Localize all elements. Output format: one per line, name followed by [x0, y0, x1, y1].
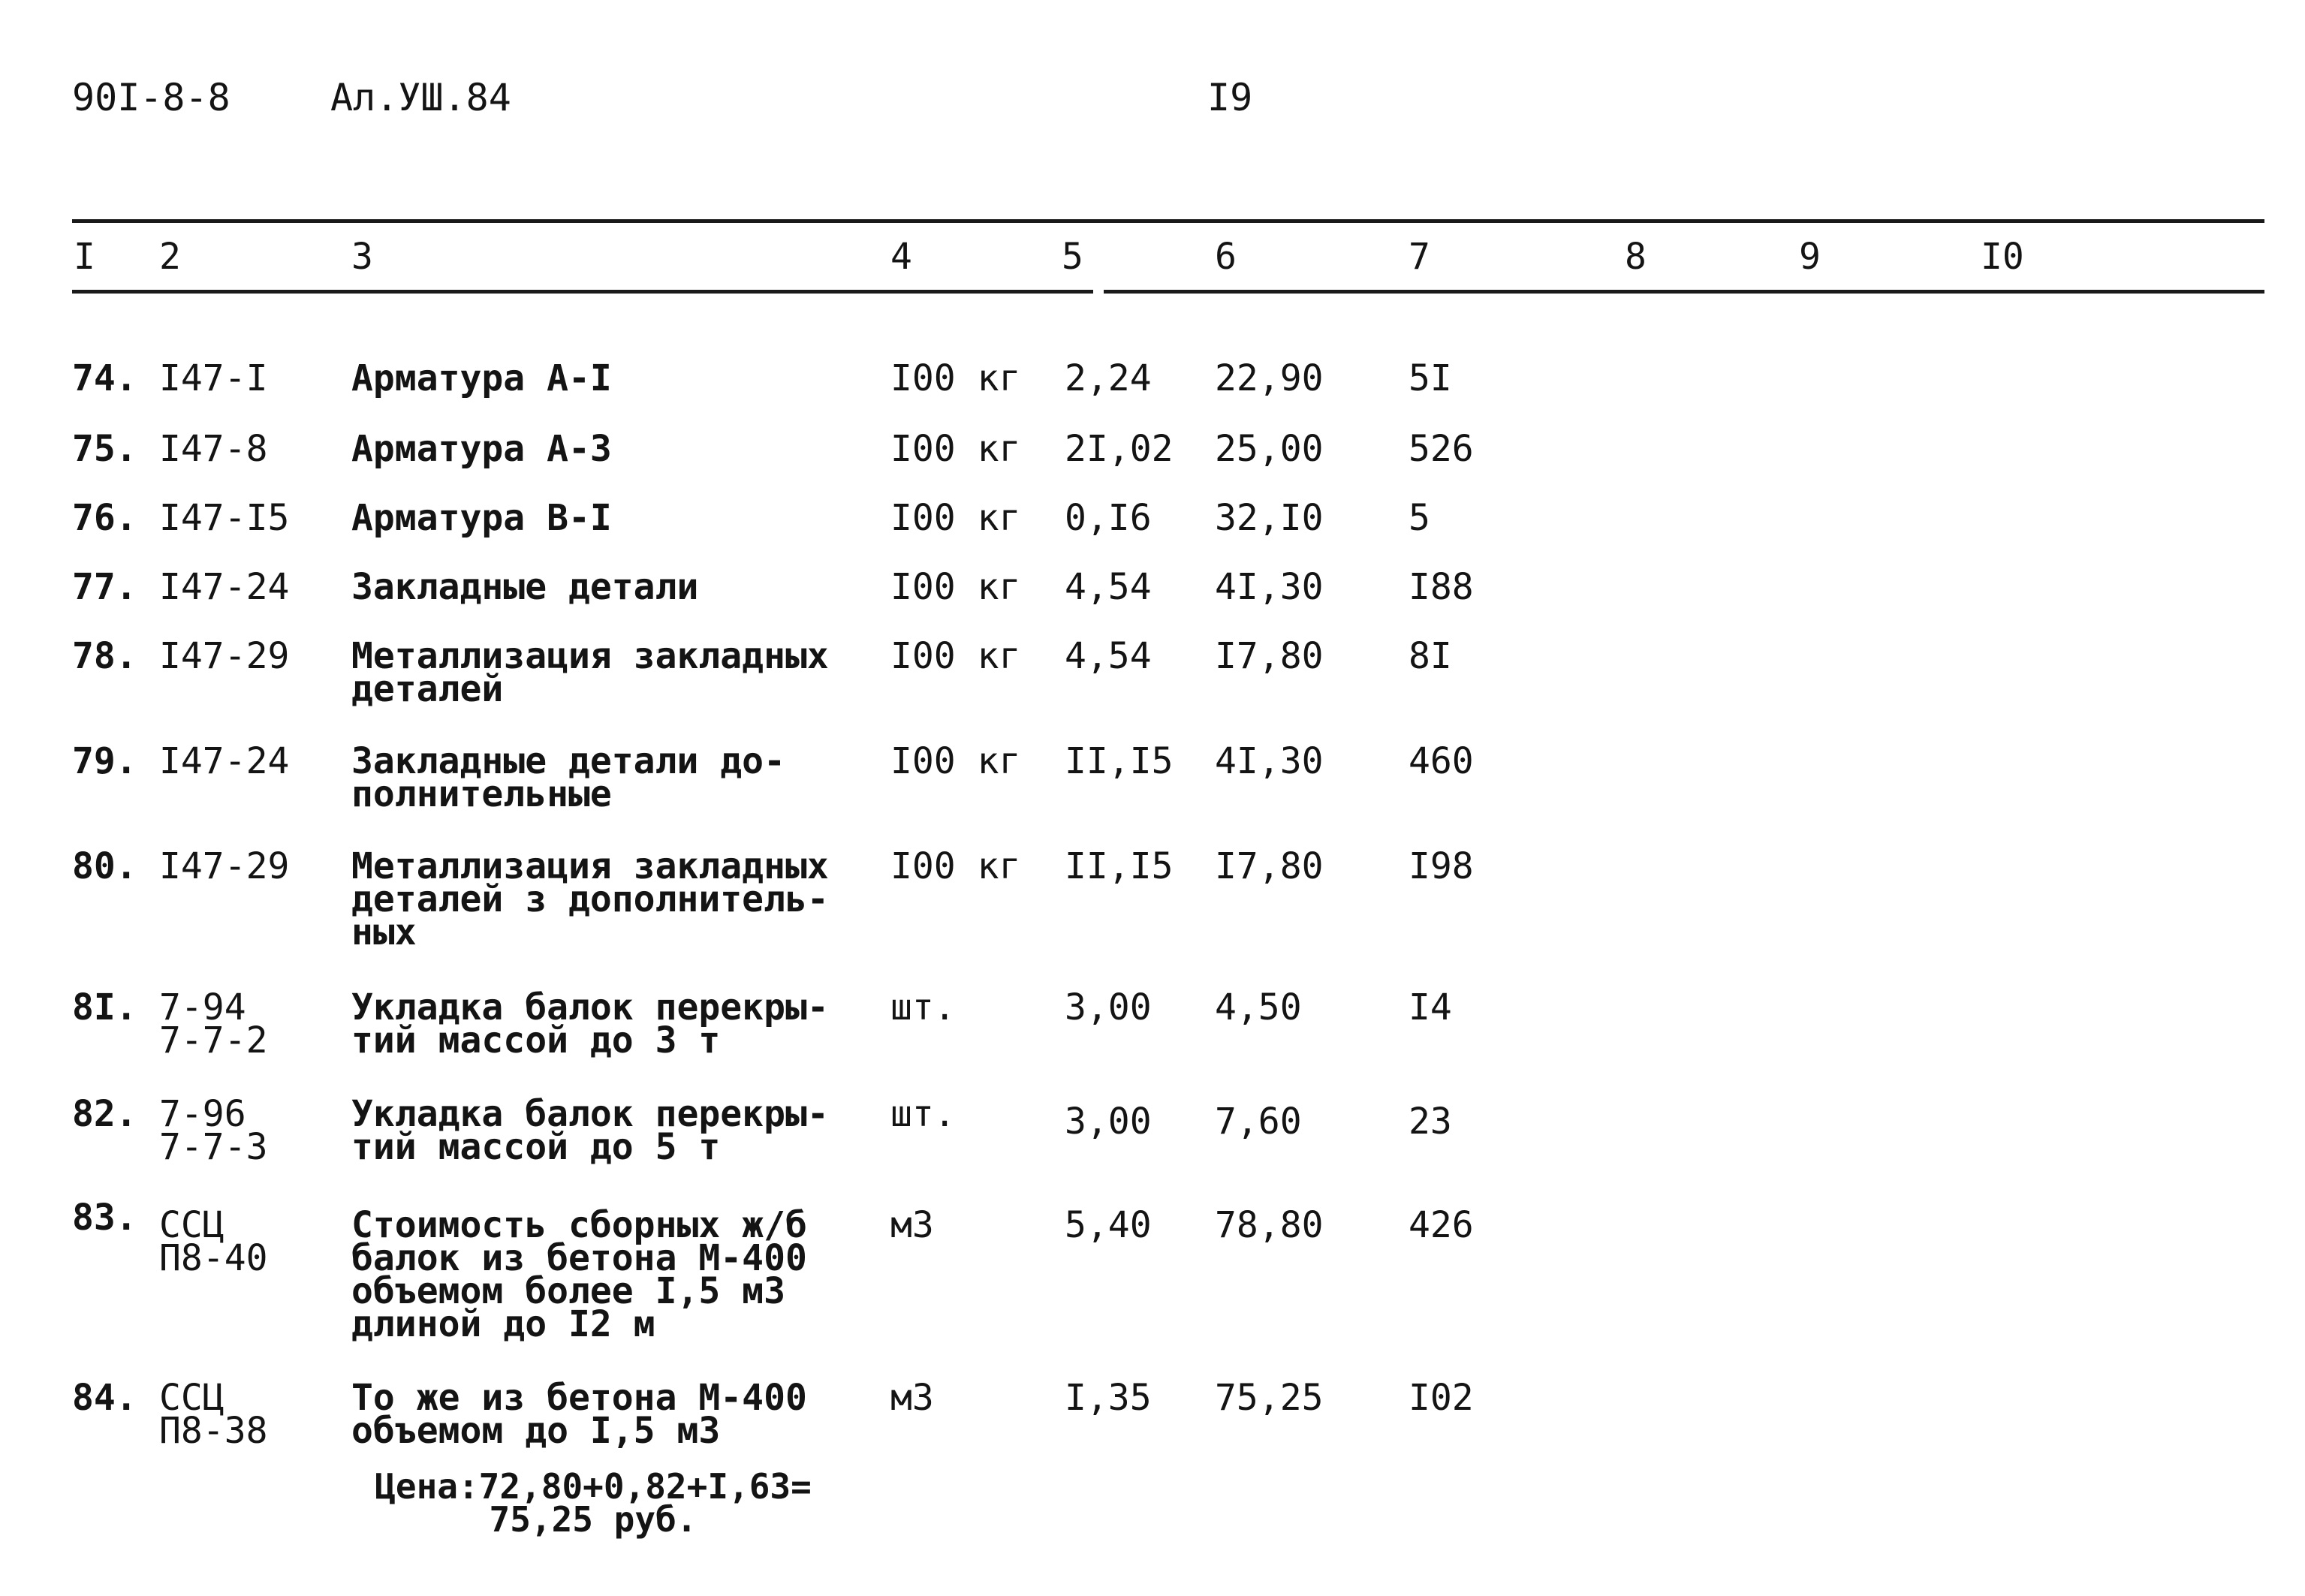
total-cost: 5	[1409, 497, 1430, 539]
unit-of-measure: I00 кг	[890, 428, 1021, 470]
rate-code: 7-96 7-7-3	[159, 1093, 268, 1168]
price-calculation-note: Цена:72,80+0,82+I,63= 75,25 руб.	[375, 1466, 812, 1540]
unit-price: 32,I0	[1215, 497, 1324, 539]
row-number: 78.	[72, 635, 137, 677]
work-description: Арматура В-I	[351, 497, 612, 539]
work-description: Укладка балок перекры- тий массой до 3 т	[351, 986, 829, 1061]
quantity: 4,54	[1065, 635, 1152, 677]
row-number: 74.	[72, 357, 137, 399]
row-number: 75.	[72, 428, 137, 470]
column-number-8: 8	[1625, 236, 1647, 278]
quantity: 4,54	[1065, 566, 1152, 608]
work-description: Металлизация закладных деталей з дополнитель- ных	[351, 845, 829, 953]
row-number: 77.	[72, 566, 137, 608]
column-number-6: 6	[1215, 236, 1237, 278]
unit-price: I7,80	[1215, 845, 1324, 887]
row-number: 83.	[72, 1197, 137, 1239]
row-number: 80.	[72, 845, 137, 887]
rate-code: 7-94 7-7-2	[159, 986, 268, 1061]
unit-price: 25,00	[1215, 428, 1324, 470]
rate-code: I47-24	[159, 566, 290, 608]
unit-price: 4I,30	[1215, 740, 1324, 782]
work-description: Арматура А-3	[351, 428, 612, 470]
unit-of-measure: I00 кг	[890, 566, 1021, 608]
unit-of-measure: I00 кг	[890, 845, 1021, 887]
unit-of-measure: м3	[890, 1204, 934, 1246]
page-number: I9	[1207, 76, 1253, 119]
table-top-rule	[72, 219, 2264, 223]
total-cost: 8I	[1409, 635, 1452, 677]
unit-price: 75,25	[1215, 1377, 1324, 1419]
total-cost: 426	[1409, 1204, 1474, 1246]
unit-price: 7,60	[1215, 1101, 1302, 1143]
total-cost: 460	[1409, 740, 1474, 782]
work-description: Укладка балок перекры- тий массой до 5 т	[351, 1093, 829, 1168]
row-number: 84.	[72, 1377, 137, 1419]
unit-price: I7,80	[1215, 635, 1324, 677]
unit-of-measure: I00 кг	[890, 497, 1021, 539]
unit-of-measure: шт.	[890, 1093, 956, 1135]
quantity: 2I,02	[1065, 428, 1174, 470]
row-number: 76.	[72, 497, 137, 539]
work-description: Закладные детали до- полнительные	[351, 740, 785, 815]
unit-price: 4,50	[1215, 986, 1302, 1028]
rate-code: I47-8	[159, 428, 268, 470]
rate-code: I47-I	[159, 357, 268, 399]
quantity: 0,I6	[1065, 497, 1152, 539]
unit-of-measure: I00 кг	[890, 357, 1021, 399]
work-description: Арматура А-I	[351, 357, 612, 399]
document-code: 90I-8-8	[72, 76, 230, 119]
quantity: I,35	[1065, 1377, 1152, 1419]
rate-code: ССЦ П8-40	[159, 1204, 268, 1279]
quantity: 3,00	[1065, 986, 1152, 1028]
column-number-5: 5	[1062, 236, 1083, 278]
column-header-rule-left	[72, 290, 1093, 294]
unit-price: 4I,30	[1215, 566, 1324, 608]
rate-code: I47-I5	[159, 497, 290, 539]
work-description: Закладные детали	[351, 566, 699, 608]
rate-code: ССЦ П8-38	[159, 1377, 268, 1452]
quantity: 2,24	[1065, 357, 1152, 399]
total-cost: I4	[1409, 986, 1452, 1028]
quantity: II,I5	[1065, 845, 1174, 887]
row-number: 82.	[72, 1093, 137, 1135]
row-number: 8I.	[72, 986, 137, 1028]
rate-code: I47-24	[159, 740, 290, 782]
quantity: II,I5	[1065, 740, 1174, 782]
column-number-4: 4	[890, 236, 912, 278]
unit-of-measure: шт.	[890, 986, 956, 1028]
total-cost: 526	[1409, 428, 1474, 470]
unit-price: 78,80	[1215, 1204, 1324, 1246]
unit-of-measure: I00 кг	[890, 635, 1021, 677]
column-number-10: I0	[1981, 236, 2024, 278]
total-cost: I88	[1409, 566, 1474, 608]
column-number-3: 3	[351, 236, 373, 278]
quantity: 5,40	[1065, 1204, 1152, 1246]
total-cost: 23	[1409, 1101, 1452, 1143]
work-description: То же из бетона М-400 объемом до I,5 м3	[351, 1377, 807, 1452]
work-description: Стоимость сборных ж/б балок из бетона М-400 объемом более I,5 м3 длиной до I2 м	[351, 1204, 807, 1345]
column-number-1: I	[74, 236, 95, 278]
total-cost: I98	[1409, 845, 1474, 887]
unit-of-measure: I00 кг	[890, 740, 1021, 782]
work-description: Металлизация закладных деталей	[351, 635, 829, 710]
total-cost: 5I	[1409, 357, 1452, 399]
column-number-9: 9	[1799, 236, 1821, 278]
quantity: 3,00	[1065, 1101, 1152, 1143]
unit-price: 22,90	[1215, 357, 1324, 399]
column-header-rule-right	[1104, 290, 2264, 294]
rate-code: I47-29	[159, 635, 290, 677]
column-number-7: 7	[1409, 236, 1430, 278]
total-cost: I02	[1409, 1377, 1474, 1419]
rate-code: I47-29	[159, 845, 290, 887]
column-number-2: 2	[159, 236, 181, 278]
album-number: Ал.УШ.84	[330, 76, 511, 119]
row-number: 79.	[72, 740, 137, 782]
unit-of-measure: м3	[890, 1377, 934, 1419]
